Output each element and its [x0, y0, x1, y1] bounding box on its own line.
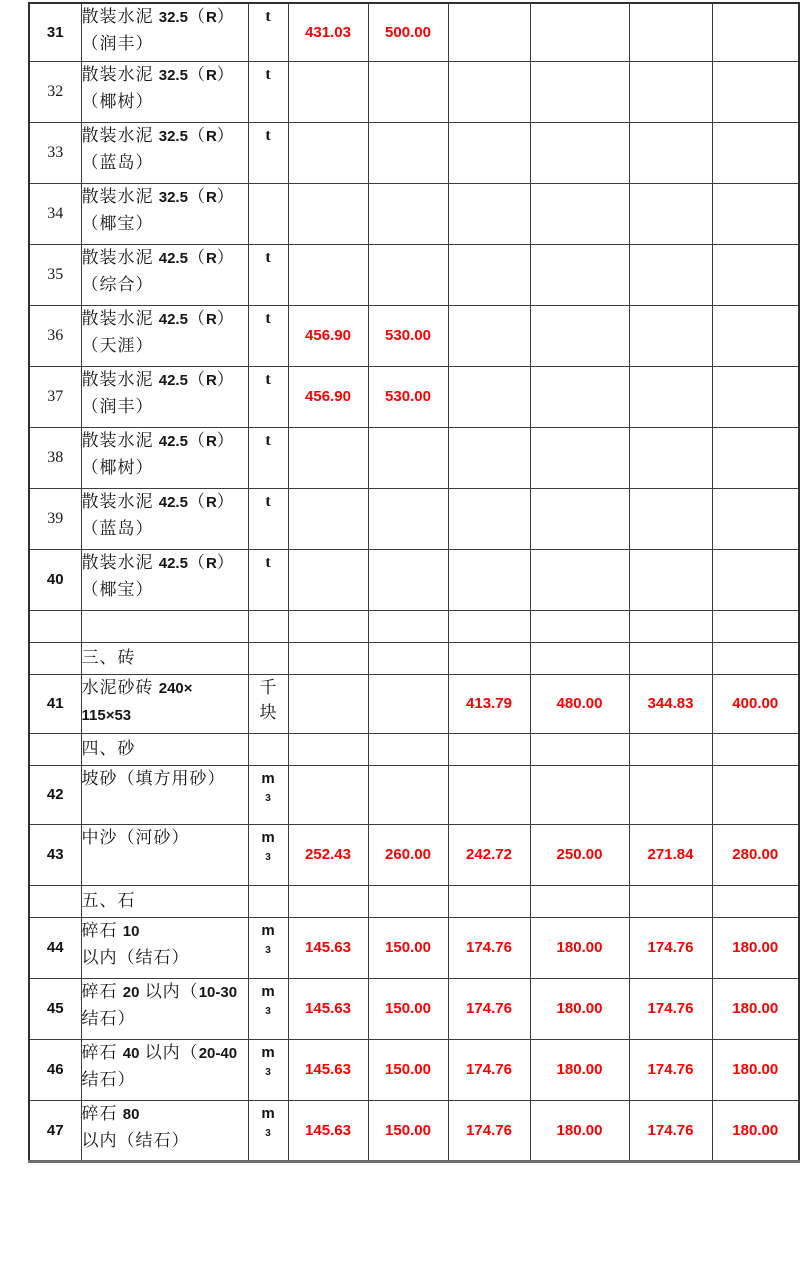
- item-name-line: 三、砖: [81, 648, 136, 667]
- price-cell: 174.76: [629, 1039, 712, 1100]
- item-name-cell: [81, 244, 248, 305]
- spacer-row: [29, 610, 799, 642]
- numeric-text: 240: [158, 679, 184, 697]
- price-cell: [448, 244, 530, 305]
- price-cell: [288, 61, 368, 122]
- price-cell: [368, 488, 448, 549]
- item-name-line: 散装水泥 32.5（R）: [81, 186, 235, 206]
- unit-line: m: [261, 982, 275, 1000]
- price-cell: [530, 642, 629, 674]
- price-cell: [530, 427, 629, 488]
- numeric-text: 10-30: [198, 983, 238, 1001]
- numeric-text: ×: [183, 679, 193, 697]
- price-cell: [530, 610, 629, 642]
- numeric-text: R: [205, 554, 217, 572]
- price-cell: [368, 674, 448, 733]
- item-name-line: （椰树）: [81, 91, 154, 111]
- price-cell: 145.63: [288, 1100, 368, 1161]
- price-cell: 180.00: [712, 1100, 799, 1161]
- row-number-cell: 44: [29, 917, 81, 978]
- price-cell: 174.76: [629, 917, 712, 978]
- unit-line: t: [265, 553, 271, 571]
- price-cell: [368, 427, 448, 488]
- item-name-line: 散装水泥 32.5（R）: [81, 7, 235, 26]
- price-cell: 180.00: [712, 1039, 799, 1100]
- row-number-cell: 40: [29, 549, 81, 610]
- price-cell: [629, 122, 712, 183]
- row-number-cell: 32: [29, 61, 81, 122]
- numeric-text: 42.5: [158, 554, 188, 572]
- item-name-line: 散装水泥 42.5（R）: [81, 491, 235, 511]
- price-cell: [629, 733, 712, 765]
- price-cell: 174.76: [448, 1100, 530, 1161]
- unit-cell: [248, 1100, 288, 1161]
- numeric-text: R: [205, 9, 217, 26]
- price-cell: 180.00: [530, 1100, 629, 1161]
- price-cell: 400.00: [712, 674, 799, 733]
- item-name-cell: [81, 3, 248, 61]
- price-cell: [368, 183, 448, 244]
- unit-cell: [248, 305, 288, 366]
- section-title-cell: [81, 642, 248, 674]
- unit-line: t: [265, 431, 271, 449]
- unit-line: m: [261, 769, 275, 787]
- price-cell: [712, 549, 799, 610]
- table-row-38: [29, 427, 799, 488]
- unit-line: t: [265, 370, 271, 388]
- item-name-line: 散装水泥 42.5（R）: [81, 430, 235, 450]
- item-name-line: 坡砂（填方用砂）: [81, 768, 226, 788]
- item-name-line: （综合）: [81, 274, 154, 294]
- row-number-cell: [29, 733, 81, 765]
- price-cell: 174.76: [629, 1100, 712, 1161]
- price-cell: 150.00: [368, 917, 448, 978]
- price-cell: [448, 488, 530, 549]
- numeric-text: 20-40: [198, 1044, 238, 1062]
- section-row: [29, 733, 799, 765]
- price-cell: [448, 122, 530, 183]
- row-number-cell: 31: [29, 3, 81, 61]
- price-cell: 180.00: [712, 917, 799, 978]
- row-number-cell: 41: [29, 674, 81, 733]
- table-row-36: [29, 305, 799, 366]
- item-name-cell: [81, 610, 248, 642]
- table-row-37: [29, 366, 799, 427]
- price-cell: [530, 885, 629, 917]
- item-name-cell: [81, 427, 248, 488]
- price-cell: [629, 765, 712, 824]
- unit-cell: [248, 642, 288, 674]
- unit-line: 3: [265, 944, 271, 956]
- numeric-text: 32.5: [158, 127, 188, 145]
- row-number-cell: 39: [29, 488, 81, 549]
- price-cell: [530, 61, 629, 122]
- price-cell: [288, 183, 368, 244]
- table-row-34: [29, 183, 799, 244]
- unit-cell: [248, 122, 288, 183]
- item-name-cell: [81, 61, 248, 122]
- price-cell: [448, 61, 530, 122]
- unit-cell: [248, 427, 288, 488]
- unit-line: t: [265, 8, 271, 25]
- numeric-text: 32.5: [158, 66, 188, 84]
- item-name-line: （润丰）: [81, 396, 154, 416]
- price-cell: [448, 733, 530, 765]
- price-cell: [368, 122, 448, 183]
- numeric-text: ×: [105, 706, 115, 724]
- price-cell: [712, 885, 799, 917]
- table-row-46: [29, 1039, 799, 1100]
- item-name-cell: [81, 917, 248, 978]
- unit-cell: [248, 3, 288, 61]
- price-cell: 271.84: [629, 824, 712, 885]
- price-cell: [530, 183, 629, 244]
- item-name-line: （蓝岛）: [81, 518, 154, 538]
- unit-line: m: [261, 1043, 275, 1061]
- numeric-text: 42.5: [158, 249, 188, 267]
- price-cell: 145.63: [288, 917, 368, 978]
- price-cell: [629, 244, 712, 305]
- price-cell: [629, 549, 712, 610]
- table-row-42: [29, 765, 799, 824]
- price-cell: [712, 610, 799, 642]
- price-cell: [712, 61, 799, 122]
- item-name-line: 碎石 20 以内（10-30: [81, 981, 238, 1001]
- row-number-cell: 35: [29, 244, 81, 305]
- price-cell: [368, 61, 448, 122]
- unit-line: m: [261, 828, 275, 846]
- price-cell: [368, 244, 448, 305]
- price-cell: [629, 3, 712, 61]
- price-cell: [712, 3, 799, 61]
- price-cell: [712, 642, 799, 674]
- price-cell: 174.76: [448, 1039, 530, 1100]
- item-name-line: 五、石: [81, 891, 136, 910]
- price-cell: 150.00: [368, 1039, 448, 1100]
- section-title-cell: [81, 733, 248, 765]
- price-cell: 456.90: [288, 305, 368, 366]
- row-number-cell: [29, 642, 81, 674]
- numeric-text: 40: [122, 1044, 140, 1062]
- numeric-text: R: [205, 432, 217, 450]
- unit-cell: [248, 978, 288, 1039]
- price-cell: [288, 765, 368, 824]
- price-cell: [712, 305, 799, 366]
- unit-line: m: [261, 921, 275, 939]
- table-row-45: [29, 978, 799, 1039]
- price-cell: 180.00: [712, 978, 799, 1039]
- unit-cell: [248, 610, 288, 642]
- item-name-line: （椰树）: [81, 457, 154, 477]
- price-cell: 530.00: [368, 305, 448, 366]
- item-name-cell: [81, 549, 248, 610]
- price-cell: 530.00: [368, 366, 448, 427]
- price-cell: [448, 183, 530, 244]
- unit-cell: [248, 488, 288, 549]
- item-name-cell: [81, 122, 248, 183]
- price-cell: 413.79: [448, 674, 530, 733]
- item-name-cell: [81, 183, 248, 244]
- unit-line: 块: [259, 702, 277, 722]
- price-cell: 150.00: [368, 978, 448, 1039]
- item-name-cell: [81, 824, 248, 885]
- section-row: [29, 642, 799, 674]
- price-cell: [368, 885, 448, 917]
- price-cell: 180.00: [530, 1039, 629, 1100]
- numeric-text: R: [205, 493, 217, 511]
- item-name-cell: [81, 366, 248, 427]
- price-cell: [712, 183, 799, 244]
- price-cell: [530, 3, 629, 61]
- item-name-line: 中沙（河砂）: [81, 827, 190, 847]
- item-name-cell: [81, 674, 248, 733]
- item-name-cell: [81, 978, 248, 1039]
- numeric-text: 42.5: [158, 493, 188, 511]
- table-row-35: [29, 244, 799, 305]
- price-cell: [288, 122, 368, 183]
- price-cell: [288, 733, 368, 765]
- item-name-line: （椰宝）: [81, 213, 154, 233]
- price-cell: [448, 885, 530, 917]
- price-cell: [712, 366, 799, 427]
- price-cell: 431.03: [288, 3, 368, 61]
- item-name-line: 碎石 40 以内（20-40: [81, 1042, 238, 1062]
- unit-cell: [248, 61, 288, 122]
- price-table-body: [29, 3, 799, 1161]
- unit-cell: [248, 244, 288, 305]
- price-cell: [629, 885, 712, 917]
- row-number-cell: 36: [29, 305, 81, 366]
- price-cell: 145.63: [288, 1039, 368, 1100]
- price-cell: [368, 733, 448, 765]
- price-cell: [629, 642, 712, 674]
- price-cell: [448, 642, 530, 674]
- item-name-line: 结石）: [81, 1008, 136, 1028]
- item-name-line: （椰宝）: [81, 579, 154, 599]
- price-cell: 180.00: [530, 917, 629, 978]
- unit-line: 3: [265, 792, 271, 804]
- table-row-40: [29, 549, 799, 610]
- price-cell: 456.90: [288, 366, 368, 427]
- price-cell: [288, 674, 368, 733]
- price-cell: [712, 122, 799, 183]
- numeric-text: 53: [114, 706, 132, 724]
- price-cell: 260.00: [368, 824, 448, 885]
- price-cell: 252.43: [288, 824, 368, 885]
- numeric-text: R: [205, 310, 217, 328]
- item-name-line: 四、砂: [81, 739, 136, 758]
- price-cell: [530, 488, 629, 549]
- price-cell: 180.00: [530, 978, 629, 1039]
- price-cell: [712, 733, 799, 765]
- item-name-line: 散装水泥 42.5（R）: [81, 308, 235, 328]
- unit-cell: [248, 1039, 288, 1100]
- price-cell: [288, 885, 368, 917]
- price-cell: [288, 642, 368, 674]
- row-number-cell: 38: [29, 427, 81, 488]
- price-cell: [448, 427, 530, 488]
- numeric-text: 32.5: [158, 9, 188, 26]
- price-cell: [448, 765, 530, 824]
- price-cell: [448, 3, 530, 61]
- table-row-47: [29, 1100, 799, 1161]
- price-cell: 174.76: [448, 978, 530, 1039]
- price-table: [28, 2, 800, 1163]
- unit-line: 3: [265, 1127, 271, 1139]
- price-cell: 174.76: [448, 917, 530, 978]
- unit-line: 3: [265, 1005, 271, 1017]
- price-cell: [368, 549, 448, 610]
- price-cell: [448, 366, 530, 427]
- item-name-cell: [81, 305, 248, 366]
- price-cell: [448, 549, 530, 610]
- numeric-text: R: [205, 371, 217, 389]
- table-row-31: [29, 3, 799, 61]
- item-name-line: （天涯）: [81, 335, 154, 355]
- price-cell: [530, 305, 629, 366]
- price-cell: [368, 642, 448, 674]
- price-cell: [530, 765, 629, 824]
- price-cell: [288, 549, 368, 610]
- price-cell: [629, 183, 712, 244]
- numeric-text: R: [205, 249, 217, 267]
- row-number-cell: 34: [29, 183, 81, 244]
- price-cell: [368, 610, 448, 642]
- unit-line: t: [265, 309, 271, 327]
- unit-cell: [248, 183, 288, 244]
- price-cell: 250.00: [530, 824, 629, 885]
- table-row-32: [29, 61, 799, 122]
- table-row-41: [29, 674, 799, 733]
- price-cell: [368, 765, 448, 824]
- item-name-line: 水泥砂砖 240×: [81, 677, 193, 697]
- item-name-line: （蓝岛）: [81, 152, 154, 172]
- table-row-44: [29, 917, 799, 978]
- price-cell: 280.00: [712, 824, 799, 885]
- price-cell: [629, 427, 712, 488]
- item-name-line: [82, 702, 248, 729]
- row-number-cell: 42: [29, 765, 81, 824]
- table-row-33: [29, 122, 799, 183]
- price-cell: 480.00: [530, 674, 629, 733]
- table-row-43: [29, 824, 799, 885]
- price-cell: [629, 305, 712, 366]
- item-name-line: 碎石 80 以内（结石）: [81, 1103, 190, 1150]
- price-cell: [629, 488, 712, 549]
- price-cell: [288, 488, 368, 549]
- numeric-text: 32.5: [158, 188, 188, 206]
- item-name-line: 碎石 10 以内（结石）: [81, 920, 190, 967]
- price-cell: [530, 549, 629, 610]
- price-cell: 344.83: [629, 674, 712, 733]
- numeric-text: 42.5: [158, 432, 188, 450]
- price-cell: [712, 488, 799, 549]
- price-cell: [288, 427, 368, 488]
- item-name-line: （润丰）: [81, 34, 154, 53]
- item-name-line: 结石）: [81, 1069, 136, 1089]
- price-cell: [530, 366, 629, 427]
- price-cell: [712, 244, 799, 305]
- row-number-cell: 37: [29, 366, 81, 427]
- price-cell: [530, 733, 629, 765]
- price-cell: [712, 427, 799, 488]
- row-number-cell: 46: [29, 1039, 81, 1100]
- price-cell: [288, 244, 368, 305]
- unit-cell: [248, 917, 288, 978]
- unit-line: 3: [265, 1066, 271, 1078]
- unit-cell: [248, 366, 288, 427]
- numeric-text: 42.5: [158, 310, 188, 328]
- numeric-text: R: [205, 127, 217, 145]
- price-cell: [629, 366, 712, 427]
- price-cell: [448, 305, 530, 366]
- price-cell: [530, 244, 629, 305]
- price-cell: [448, 610, 530, 642]
- numeric-text: 115: [81, 706, 106, 724]
- unit-cell: [248, 824, 288, 885]
- unit-cell: [248, 733, 288, 765]
- item-name-cell: [81, 1039, 248, 1100]
- row-number-cell: 43: [29, 824, 81, 885]
- unit-line: t: [265, 126, 271, 144]
- unit-line: t: [265, 248, 271, 266]
- numeric-text: R: [205, 188, 217, 206]
- numeric-text: R: [205, 66, 217, 84]
- numeric-text: 10: [122, 922, 140, 940]
- numeric-text: 80: [122, 1105, 140, 1123]
- price-cell: [629, 61, 712, 122]
- unit-cell: [248, 549, 288, 610]
- price-cell: [288, 610, 368, 642]
- unit-line: 3: [265, 851, 271, 863]
- unit-line: t: [265, 492, 271, 510]
- row-number-cell: 45: [29, 978, 81, 1039]
- unit-cell: [248, 885, 288, 917]
- row-number-cell: [29, 885, 81, 917]
- row-number-cell: 33: [29, 122, 81, 183]
- price-cell: 242.72: [448, 824, 530, 885]
- unit-cell: [248, 674, 288, 733]
- table-row-39: [29, 488, 799, 549]
- numeric-text: 20: [122, 983, 140, 1001]
- price-cell: [530, 122, 629, 183]
- section-row: [29, 885, 799, 917]
- item-name-line: 散装水泥 32.5（R）: [81, 64, 235, 84]
- item-name-line: 散装水泥 32.5（R）: [81, 125, 235, 145]
- unit-cell: [248, 765, 288, 824]
- numeric-text: 42.5: [158, 371, 188, 389]
- price-cell: 145.63: [288, 978, 368, 1039]
- item-name-line: 散装水泥 42.5（R）: [81, 247, 235, 267]
- item-name-cell: [81, 488, 248, 549]
- unit-line: t: [265, 65, 271, 83]
- unit-line: m: [261, 1104, 275, 1122]
- section-title-cell: [81, 885, 248, 917]
- price-cell: 150.00: [368, 1100, 448, 1161]
- price-cell: 500.00: [368, 3, 448, 61]
- row-number-cell: [29, 610, 81, 642]
- item-name-line: 散装水泥 42.5（R）: [81, 552, 235, 572]
- price-cell: 174.76: [629, 978, 712, 1039]
- item-name-cell: [81, 765, 248, 824]
- price-cell: [629, 610, 712, 642]
- item-name-line: 散装水泥 42.5（R）: [81, 369, 235, 389]
- unit-line: 千: [259, 677, 277, 697]
- row-number-cell: 47: [29, 1100, 81, 1161]
- item-name-cell: [81, 1100, 248, 1161]
- price-cell: [712, 765, 799, 824]
